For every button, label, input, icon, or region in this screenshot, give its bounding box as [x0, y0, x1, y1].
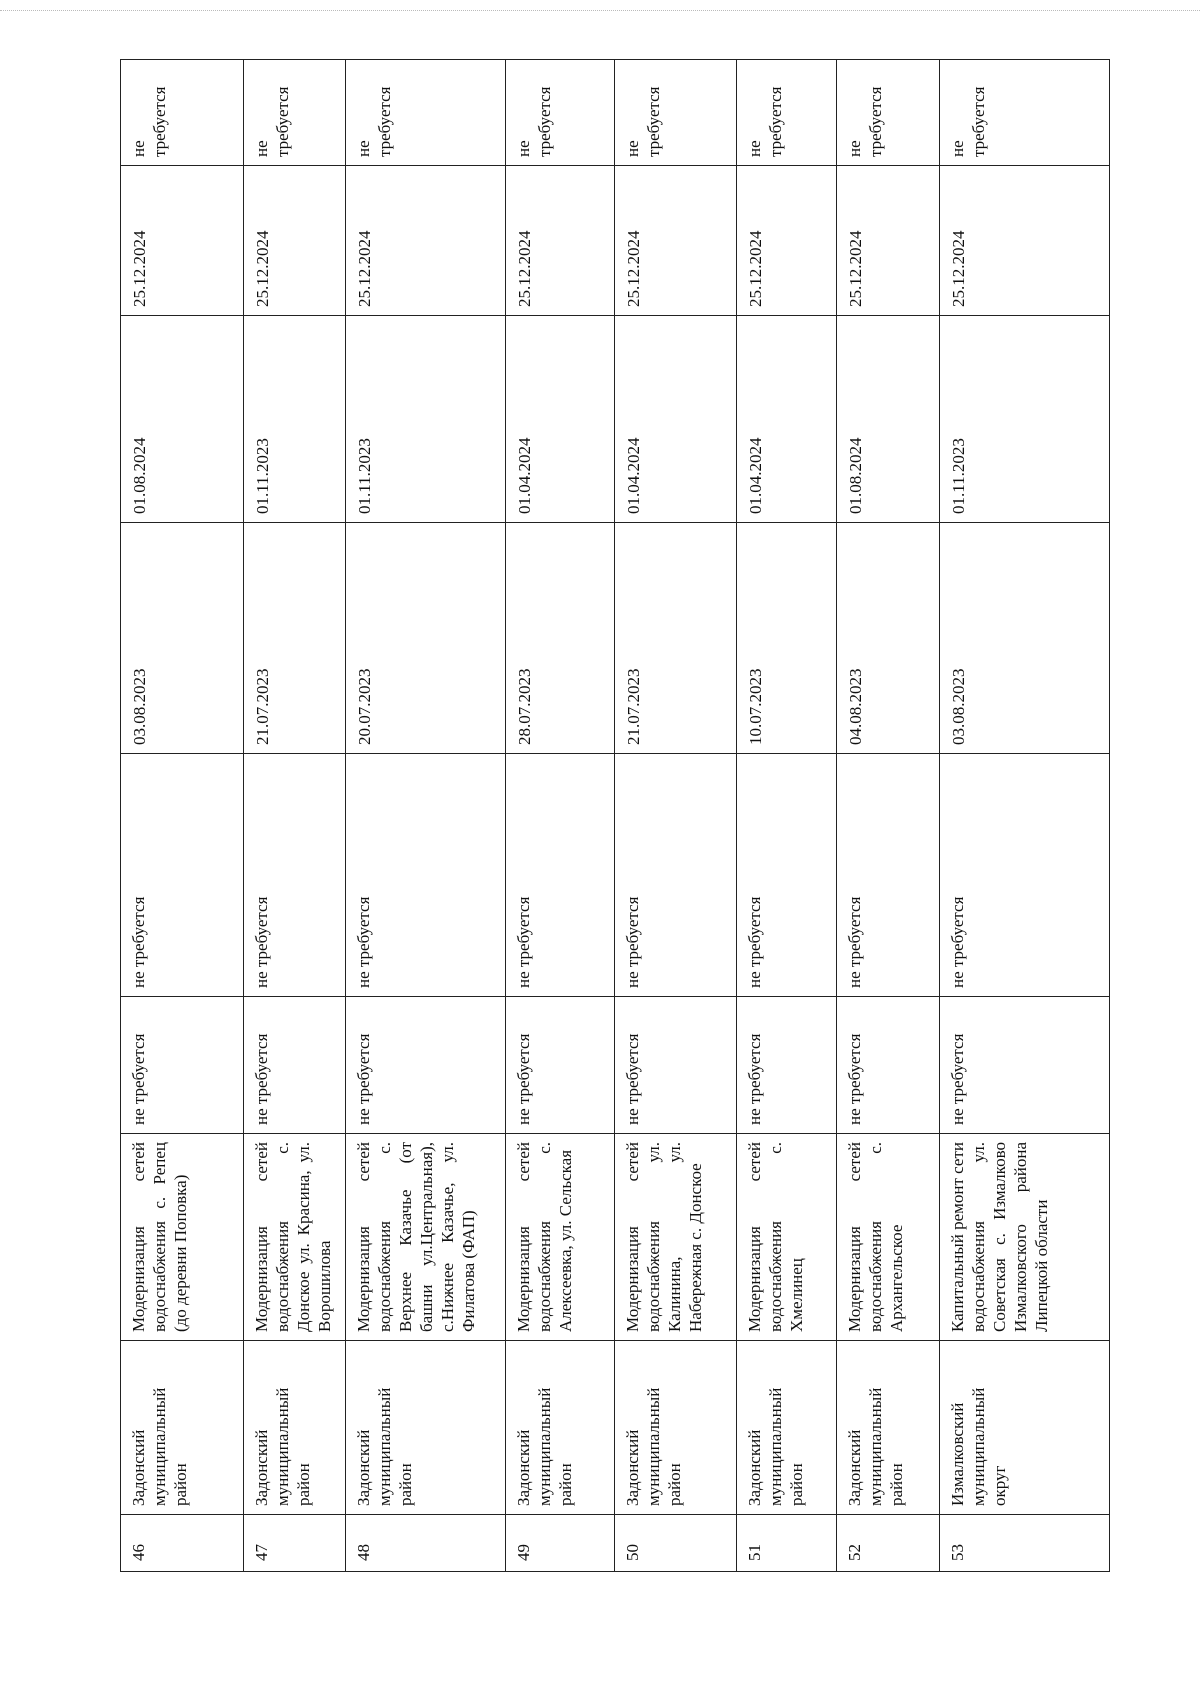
requirement-cell-2: не требуется [506, 754, 615, 997]
district-cell: Задонский муниципальный район [615, 1341, 737, 1515]
date-cell-1: 03.08.2023 [121, 523, 244, 754]
requirement-cell-3: не требуется [940, 60, 1110, 166]
requirement-cell-3: не требуется [346, 60, 506, 166]
requirement-cell-3: не требуется [506, 60, 615, 166]
row-number-cell: 50 [615, 1515, 737, 1572]
object-description-cell: Капитальный ремонт сети водоснабжения ул. Советская с. Измалково Измалковского района Липецкой области [940, 1134, 1110, 1341]
requirement-cell-2: не требуется [737, 754, 837, 997]
date-cell-1: 04.08.2023 [837, 523, 940, 754]
date-cell-2: 01.04.2024 [615, 316, 737, 523]
table-row [506, 60, 615, 1572]
district-cell: Задонский муниципальный район [244, 1341, 346, 1515]
date-cell-1: 03.08.2023 [940, 523, 1110, 754]
requirement-cell-2: не требуется [346, 754, 506, 997]
date-cell-3: 25.12.2024 [615, 166, 737, 316]
requirement-cell-3: не требуется [615, 60, 737, 166]
date-cell-2: 01.11.2023 [940, 316, 1110, 523]
requirement-cell-1: не требуется [244, 997, 346, 1134]
page-top-rule [0, 10, 1200, 11]
date-cell-1: 21.07.2023 [244, 523, 346, 754]
requirement-cell-3: не требуется [121, 60, 244, 166]
object-description-cell: Модернизация сетей водоснабжения с. Алексеевка, ул. Сельская [506, 1134, 615, 1341]
date-cell-1: 10.07.2023 [737, 523, 837, 754]
date-cell-1: 28.07.2023 [506, 523, 615, 754]
table-row [737, 60, 837, 1572]
requirement-cell-3: не требуется [837, 60, 940, 166]
object-description-cell: Модернизация сетей водоснабжения с. Верхнее Казачье (от башни ул.Центральная), с.Нижнее Казачье, ул. Филатова (ФАП) [346, 1134, 506, 1341]
requirement-cell-1: не требуется [346, 997, 506, 1134]
row-number-cell: 49 [506, 1515, 615, 1572]
requirement-cell-1: не требуется [615, 997, 737, 1134]
date-cell-2: 01.11.2023 [244, 316, 346, 523]
table-row [346, 60, 506, 1572]
table-row [244, 60, 346, 1572]
date-cell-2: 01.11.2023 [346, 316, 506, 523]
requirement-cell-2: не требуется [244, 754, 346, 997]
requirement-cell-3: не требуется [737, 60, 837, 166]
date-cell-2: 01.08.2024 [121, 316, 244, 523]
date-cell-1: 21.07.2023 [615, 523, 737, 754]
requirement-cell-1: не требуется [737, 997, 837, 1134]
date-cell-3: 25.12.2024 [737, 166, 837, 316]
table-row [615, 60, 737, 1572]
object-description-cell: Модернизация сетей водоснабжения с. Донское ул. Красина, ул. Ворошилова [244, 1134, 346, 1341]
row-number-cell: 52 [837, 1515, 940, 1572]
district-cell: Измалковский муниципальный округ [940, 1341, 1110, 1515]
row-number-cell: 53 [940, 1515, 1110, 1572]
date-cell-3: 25.12.2024 [346, 166, 506, 316]
table-body [121, 60, 1110, 1572]
district-cell: Задонский муниципальный район [737, 1341, 837, 1515]
requirement-cell-1: не требуется [837, 997, 940, 1134]
table-row [837, 60, 940, 1572]
row-number-cell: 46 [121, 1515, 244, 1572]
date-cell-3: 25.12.2024 [940, 166, 1110, 316]
date-cell-2: 01.04.2024 [737, 316, 837, 523]
row-number-cell: 48 [346, 1515, 506, 1572]
requirement-cell-2: не требуется [121, 754, 244, 997]
rotated-table-container [120, 60, 1109, 1572]
table-row [940, 60, 1110, 1572]
requirement-cell-3: не требуется [244, 60, 346, 166]
date-cell-3: 25.12.2024 [506, 166, 615, 316]
date-cell-3: 25.12.2024 [121, 166, 244, 316]
date-cell-3: 25.12.2024 [837, 166, 940, 316]
date-cell-1: 20.07.2023 [346, 523, 506, 754]
table-row [121, 60, 244, 1572]
row-number-cell: 51 [737, 1515, 837, 1572]
projects-table [120, 59, 1110, 1572]
date-cell-3: 25.12.2024 [244, 166, 346, 316]
requirement-cell-2: не требуется [837, 754, 940, 997]
date-cell-2: 01.04.2024 [506, 316, 615, 523]
object-description-cell: Модернизация сетей водоснабжения с. Хмелинец [737, 1134, 837, 1341]
district-cell: Задонский муниципальный район [121, 1341, 244, 1515]
requirement-cell-1: не требуется [506, 997, 615, 1134]
row-number-cell: 47 [244, 1515, 346, 1572]
object-description-cell: Модернизация сетей водоснабжения с. Репец (до деревни Поповка) [121, 1134, 244, 1341]
requirement-cell-2: не требуется [615, 754, 737, 997]
object-description-cell: Модернизация сетей водоснабжения с. Архангельское [837, 1134, 940, 1341]
district-cell: Задонский муниципальный район [837, 1341, 940, 1515]
district-cell: Задонский муниципальный район [506, 1341, 615, 1515]
object-description-cell: Модернизация сетей водоснабжения ул. Калинина, ул. Набережная с. Донское [615, 1134, 737, 1341]
date-cell-2: 01.08.2024 [837, 316, 940, 523]
requirement-cell-2: не требуется [940, 754, 1110, 997]
district-cell: Задонский муниципальный район [346, 1341, 506, 1515]
requirement-cell-1: не требуется [940, 997, 1110, 1134]
requirement-cell-1: не требуется [121, 997, 244, 1134]
